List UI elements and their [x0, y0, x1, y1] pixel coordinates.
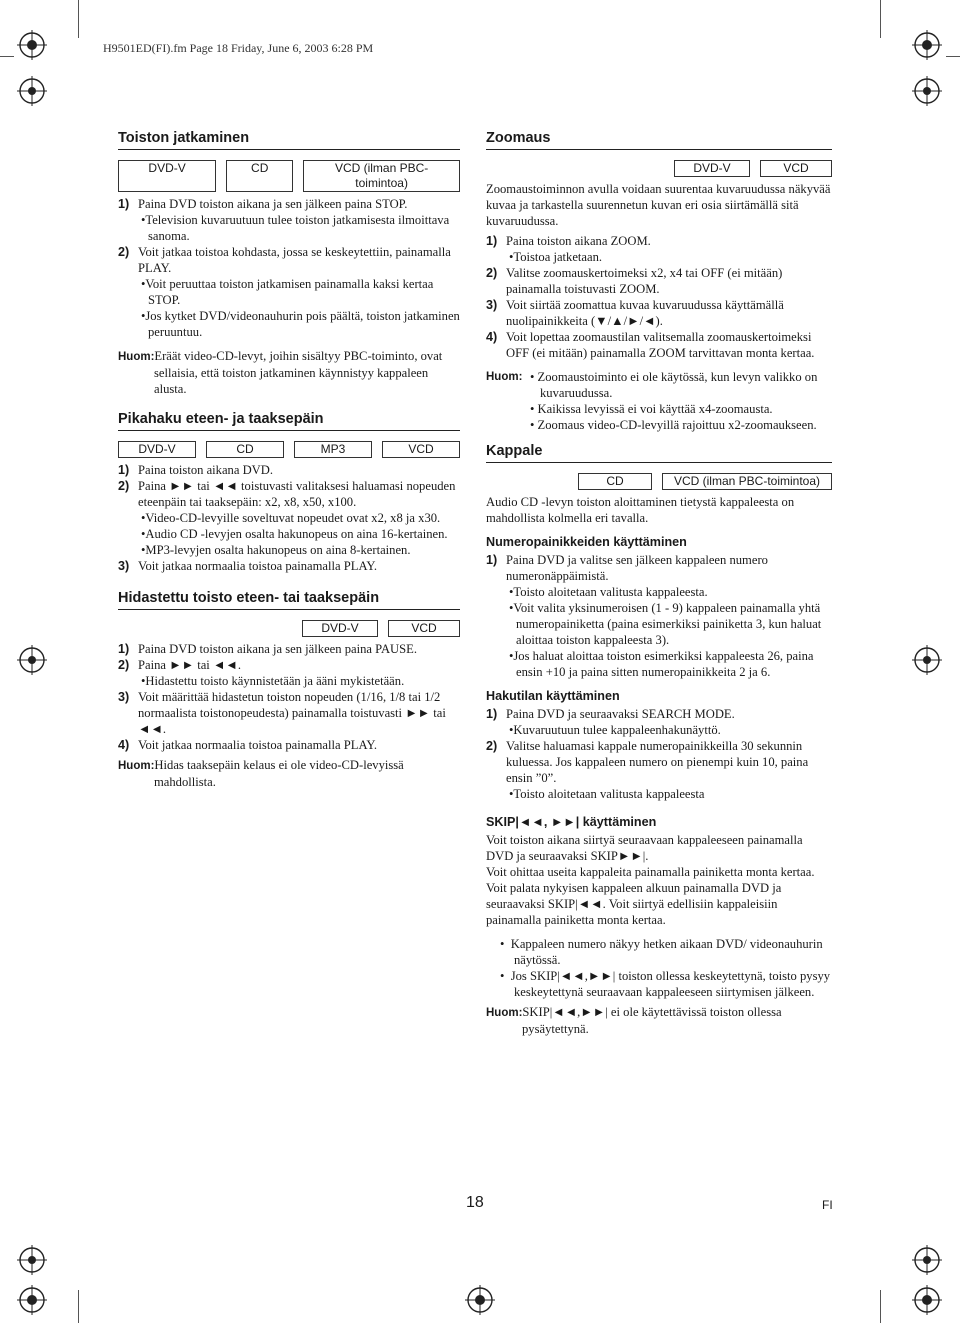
step-number: 3): [486, 298, 498, 312]
step-text: Voit määrittää hidastetun toiston nopeuden (1/16, 1/8 tai 1/2 normaalista toistonopeudesta) painamalla toistuvasti ►► tai ◄◄.: [138, 690, 446, 736]
section-title: Kappale: [486, 443, 832, 463]
disc-type-badges: [118, 441, 460, 458]
disc-badge: DVD-V: [302, 620, 378, 637]
disc-badge: DVD-V: [674, 160, 750, 177]
disc-badge: CD: [578, 473, 652, 490]
bullet-text: •Audio CD -levyjen osalta hakunopeus on aina 16-kertainen.: [141, 527, 448, 541]
bullet-text: •Video-CD-levyille soveltuvat nopeudet ovat x2, x8 ja x30.: [141, 511, 441, 525]
disc-type-badges: [486, 473, 832, 490]
crop-line: [0, 56, 14, 57]
section-title: Pikahaku eteen- ja taaksepäin: [118, 411, 460, 431]
paragraph-text: Voit ohittaa useita kappaleita painamalla painiketta monta kertaa. Voit palata nykyisen kappaleen alkuun painamalla DVD ja seuraavaksi SKIP|◄◄. Voit siirtyä edellisiin kappaleisiin painamalla painiketta monta kertaa.: [486, 865, 815, 927]
disc-badge: MP3: [294, 441, 372, 458]
disc-type-badges: [118, 620, 460, 637]
list-item-text: Jos SKIP|◄◄,►►| toiston ollessa keskeytettynä, toisto pysyy keskeytettynä seuraavaan kappaleeseen siirtymisen jälkeen.: [510, 969, 831, 999]
bullet-text: •Jos kytket DVD/videonauhurin pois päältä, toiston jatkaminen peruuntuu.: [141, 309, 460, 339]
registration-mark-icon: [17, 645, 47, 675]
step-text: Paina DVD toiston aikana ja sen jälkeen paina PAUSE.: [138, 642, 417, 656]
note-text: Eräät video-CD-levyt, joihin sisältyy PBC-toiminto, ovat sellaisia, että toiston jatkaminen käynnistyy kappaleen alusta.: [154, 349, 443, 396]
step-text: Valitse haluamasi kappale numeropainikkeilla 30 sekunnin kuluessa. Jos kappaleen numero on pienempi kuin 10, paina ensin ”0”.: [506, 739, 809, 785]
step-text: Paina DVD toiston aikana ja sen jälkeen paina STOP.: [138, 197, 408, 211]
disc-badge: VCD: [388, 620, 460, 637]
subsection-title: Numeropainikkeiden käyttäminen: [486, 535, 687, 549]
bullet-text: •Toisto aloitetaan valitusta kappaleesta.: [509, 585, 708, 599]
crop-line: [78, 1290, 79, 1323]
step-number: 1): [486, 553, 498, 567]
disc-type-badges: [486, 160, 832, 177]
disc-badge: CD: [226, 160, 293, 192]
disc-badge: VCD (ilman PBC-toimintoa): [303, 160, 460, 192]
note-text: • Zoomaustoiminto ei ole käytössä, kun levyn valikko on kuvaruudussa.: [530, 370, 818, 400]
step-number: 4): [486, 330, 498, 344]
left-column: [118, 130, 460, 800]
resume-section: [118, 130, 460, 397]
step-number: 2): [486, 739, 498, 753]
note-label: Huom:: [486, 371, 523, 383]
registration-mark-icon: [17, 1245, 47, 1275]
step-text: Paina toiston aikana DVD.: [138, 463, 274, 477]
crop-line: [946, 56, 960, 57]
section-title: Hidastettu toisto eteen- tai taaksepäin: [118, 590, 460, 610]
registration-mark-icon: [912, 645, 942, 675]
section-title: Toiston jatkaminen: [118, 130, 460, 150]
step-text: Paina ►► tai ◄◄.: [138, 658, 242, 672]
registration-mark-icon: [912, 30, 942, 60]
search-section: [118, 411, 460, 574]
step-number: 3): [118, 559, 130, 573]
step-number: 1): [486, 707, 498, 721]
disc-type-badges: [118, 160, 460, 192]
disc-badge: VCD: [760, 160, 832, 177]
page-number: 18: [466, 1194, 484, 1211]
step-text: Voit lopettaa zoomaustilan valitsemalla zoomauskertoimeksi OFF (ei mitään) painamalla ZOOM tarvittavan monta kertaa.: [506, 330, 815, 360]
step-text: Paina ►► tai ◄◄ toistuvasti valitaksesi haluamasi nopeuden eteenpäin tai taaksepäin: x2, x8, x50, x100.: [138, 479, 456, 509]
crop-line: [880, 0, 881, 38]
slow-motion-section: [118, 590, 460, 790]
bullet-text: •Voit peruuttaa toiston jatkamisen painamalla kaksi kertaa STOP.: [141, 277, 434, 307]
step-text: Paina DVD ja valitse sen jälkeen kappaleen numero numeronäppäimistä.: [506, 553, 768, 583]
step-text: Voit jatkaa normaalia toistoa painamalla PLAY.: [138, 559, 378, 573]
registration-mark-icon: [912, 1285, 942, 1315]
registration-mark-icon: [465, 1285, 495, 1315]
step-number: 1): [118, 463, 130, 477]
disc-badge: DVD-V: [118, 160, 216, 192]
note-text: SKIP|◄◄,►►| ei ole käytettävissä toiston ollessa pysäytettynä.: [522, 1005, 782, 1036]
crop-line: [78, 0, 79, 38]
disc-badge: DVD-V: [118, 441, 196, 458]
step-text: Voit siirtää zoomattua kuvaa kuvaruudussa käyttämällä nuolipainikkeita (▼/▲/►/◄).: [506, 298, 784, 328]
disc-badge: CD: [206, 441, 284, 458]
section-title: Zoomaus: [486, 130, 832, 150]
language-code: FI: [822, 1198, 833, 1212]
intro-text: Audio CD -levyn toiston aloittaminen tietystä kappaleesta on mahdollista kolmella eri tavalla.: [486, 495, 795, 525]
note-label: Huom:: [486, 1007, 523, 1019]
track-section: [486, 443, 832, 1037]
zoom-section: [486, 130, 832, 433]
bullet-text: •Toistoa jatketaan.: [509, 250, 603, 264]
note-text: • Zoomaus video-CD-levyillä rajoittuu x2-zoomaukseen.: [530, 418, 817, 432]
registration-mark-icon: [17, 1285, 47, 1315]
registration-mark-icon: [17, 76, 47, 106]
note-text: Hidas taaksepäin kelaus ei ole video-CD-levyissä mahdollista.: [154, 758, 404, 789]
step-number: 1): [118, 642, 130, 656]
bullet-text: •Hidastettu toisto käynnistetään ja ääni mykistetään.: [141, 674, 405, 688]
list-item: • Kappaleen numero näkyy hetken aikaan DVD/ videonauhurin näytössä.: [500, 937, 823, 967]
step-number: 4): [118, 738, 130, 752]
step-number: 2): [118, 658, 130, 672]
bullet-list: [486, 936, 832, 1000]
right-column: [486, 130, 832, 1047]
list-item-text: Kappaleen numero näkyy hetken aikaan DVD/ videonauhurin näytössä.: [510, 937, 823, 967]
bullet-text: •Kuvaruutuun tulee kappaleenhakunäyttö.: [509, 723, 721, 737]
bullet-text: •Television kuvaruutuun tulee toiston jatkamisesta ilmoittava sanoma.: [141, 213, 450, 243]
bullet-text: •MP3-levyjen osalta hakunopeus on aina 8-kertainen.: [141, 543, 411, 557]
step-number: 2): [486, 266, 498, 280]
registration-mark-icon: [17, 30, 47, 60]
registration-mark-icon: [912, 1245, 942, 1275]
list-item: • Jos SKIP|◄◄,►►| toiston ollessa keskeytettynä, toisto pysyy keskeytettynä seuraavaan kappaleeseen siirtymisen jälkeen.: [500, 969, 831, 999]
subsection-title: SKIP|◄◄, ►►| käyttäminen: [486, 815, 657, 829]
note-text: • Kaikissa levyissä ei voi käyttää x4-zoomausta.: [530, 402, 773, 416]
bullet-text: •Voit valita yksinumeroisen (1 - 9) kappaleen painamalla yhtä numeropainiketta (paina esimerkiksi painiketta 3, kun haluat aloittaa toiston kappaleesta 3).: [509, 601, 822, 647]
disc-badge: VCD (ilman PBC-toimintoa): [662, 473, 832, 490]
crop-line: [880, 1290, 881, 1323]
step-number: 3): [118, 690, 130, 704]
document-header: H9501ED(FI).fm Page 18 Friday, June 6, 2003 6:28 PM: [103, 41, 374, 55]
paragraph-text: Voit toiston aikana siirtyä seuraavaan kappaleeseen painamalla DVD ja seuraavaksi SKIP►►|.: [486, 833, 803, 863]
step-number: 2): [118, 245, 130, 259]
registration-mark-icon: [912, 76, 942, 106]
step-text: Paina toiston aikana ZOOM.: [506, 234, 651, 248]
step-text: Voit jatkaa toistoa kohdasta, jossa se keskeytettiin, painamalla PLAY.: [138, 245, 451, 275]
note-label: Huom:: [118, 760, 155, 772]
step-text: Valitse zoomauskertoimeksi x2, x4 tai OFF (ei mitään) painamalla toistuvasti ZOOM.: [506, 266, 783, 296]
step-number: 1): [118, 197, 130, 211]
step-number: 2): [118, 479, 130, 493]
disc-badge: VCD: [382, 441, 460, 458]
intro-text: Zoomaustoiminnon avulla voidaan suurentaa kuvaruudussa näkyvää kuvaa ja tarkastella suurennetun kuvan eri osia siirtämällä sitä kuvaruudussa.: [486, 182, 831, 228]
step-text: Paina DVD ja seuraavaksi SEARCH MODE.: [506, 707, 735, 721]
subsection-title: Hakutilan käyttäminen: [486, 689, 620, 703]
bullet-text: •Toisto aloitetaan valitusta kappaleesta: [509, 787, 705, 801]
bullet-text: •Jos haluat aloittaa toiston esimerkiksi kappaleesta 26, paina ensin +10 ja paina sitten numeropainikkeita 2 ja 6.: [509, 649, 814, 679]
step-text: Voit jatkaa normaalia toistoa painamalla PLAY.: [138, 738, 378, 752]
note-label: Huom:: [118, 351, 155, 363]
step-number: 1): [486, 234, 498, 248]
